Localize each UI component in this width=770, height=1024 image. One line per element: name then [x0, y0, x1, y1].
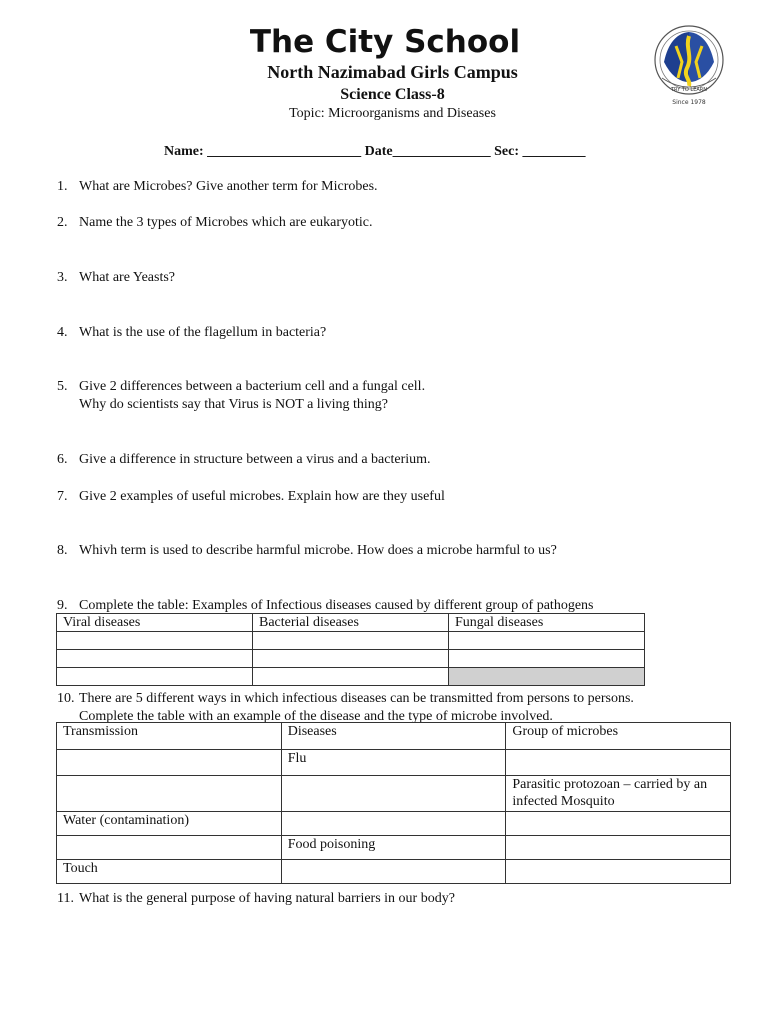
table-cell[interactable]: Flu: [281, 750, 506, 776]
table-cell[interactable]: [449, 632, 645, 650]
table-cell[interactable]: [253, 650, 449, 668]
table-row: [57, 750, 731, 776]
class-name: Science Class-8: [340, 86, 445, 103]
table-cell[interactable]: [281, 860, 506, 884]
table-cell[interactable]: Food poisoning: [281, 836, 506, 860]
table-header-row: [57, 723, 731, 750]
table-cell[interactable]: [506, 836, 731, 860]
header-transmission: Transmission: [57, 723, 282, 750]
question-4: 4. What is the use of the flagellum in bacteria?: [57, 325, 327, 340]
table-cell[interactable]: [506, 750, 731, 776]
table-cell[interactable]: Parasitic protozoan – carried by an infected Mosquito: [506, 776, 731, 812]
table-row: [57, 650, 645, 668]
table-row: [57, 812, 731, 836]
table-cell[interactable]: [57, 668, 253, 686]
logo-motto: TRY TO LEARN: [670, 87, 708, 93]
table-cell[interactable]: [253, 668, 449, 686]
table-cell[interactable]: [57, 650, 253, 668]
question-3: 3. What are Yeasts?: [57, 270, 176, 285]
school-logo-icon: [652, 22, 726, 108]
table-cell[interactable]: [57, 750, 282, 776]
campus-name: North Nazimabad Girls Campus: [267, 62, 518, 82]
table-cell[interactable]: [506, 812, 731, 836]
table-row: [57, 776, 731, 812]
pathogen-diseases-table: [56, 613, 645, 686]
table-cell[interactable]: [57, 776, 282, 812]
table-cell[interactable]: [281, 812, 506, 836]
student-info-line[interactable]: Name: ______________________ Date______________ Sec: _________: [164, 144, 586, 159]
logo-since: Since 1978: [672, 99, 706, 106]
table-cell[interactable]: [57, 836, 282, 860]
table-cell[interactable]: [506, 860, 731, 884]
table-cell[interactable]: [57, 632, 253, 650]
question-9: 9. Complete the table: Examples of Infectious diseases caused by different group of pathogens: [57, 598, 594, 613]
table-cell[interactable]: Water (contamination): [57, 812, 282, 836]
table-cell[interactable]: [281, 776, 506, 812]
question-7: 7. Give 2 examples of useful microbes. Explain how are they useful: [57, 489, 445, 504]
question-8: 8. Whivh term is used to describe harmful microbe. How does a microbe harmful to us?: [57, 543, 557, 558]
topic-line: Topic: Microorganisms and Diseases: [289, 106, 496, 121]
question-10: 10. There are 5 different ways in which infectious diseases can be transmitted from persons to persons. Complete the table with an example of the disease and the type of microbe involved.: [57, 691, 634, 724]
table-cell[interactable]: [253, 632, 449, 650]
transmission-table: [56, 722, 731, 884]
shaded-cell: [449, 668, 645, 686]
header-fungal: Fungal diseases: [449, 614, 645, 632]
header-bacterial: Bacterial diseases: [253, 614, 449, 632]
question-2: 2. Name the 3 types of Microbes which are eukaryotic.: [57, 215, 373, 230]
question-6: 6. Give a difference in structure between a virus and a bacterium.: [57, 452, 431, 467]
header-viral: Viral diseases: [57, 614, 253, 632]
question-1: 1. What are Microbes? Give another term for Microbes.: [57, 179, 378, 194]
table-cell[interactable]: Touch: [57, 860, 282, 884]
school-title: The City School: [249, 24, 521, 60]
table-cell[interactable]: [449, 650, 645, 668]
question-5: 5. Give 2 differences between a bacterium cell and a fungal cell. Why do scientists say that Virus is NOT a living thing?: [57, 379, 426, 412]
table-row: [57, 668, 645, 686]
header-group-of-microbes: Group of microbes: [506, 723, 731, 750]
table-header-row: [57, 614, 645, 632]
table-row: [57, 836, 731, 860]
table-row: [57, 860, 731, 884]
table-row: [57, 632, 645, 650]
header-diseases: Diseases: [281, 723, 506, 750]
question-11: 11. What is the general purpose of having natural barriers in our body?: [57, 891, 455, 906]
